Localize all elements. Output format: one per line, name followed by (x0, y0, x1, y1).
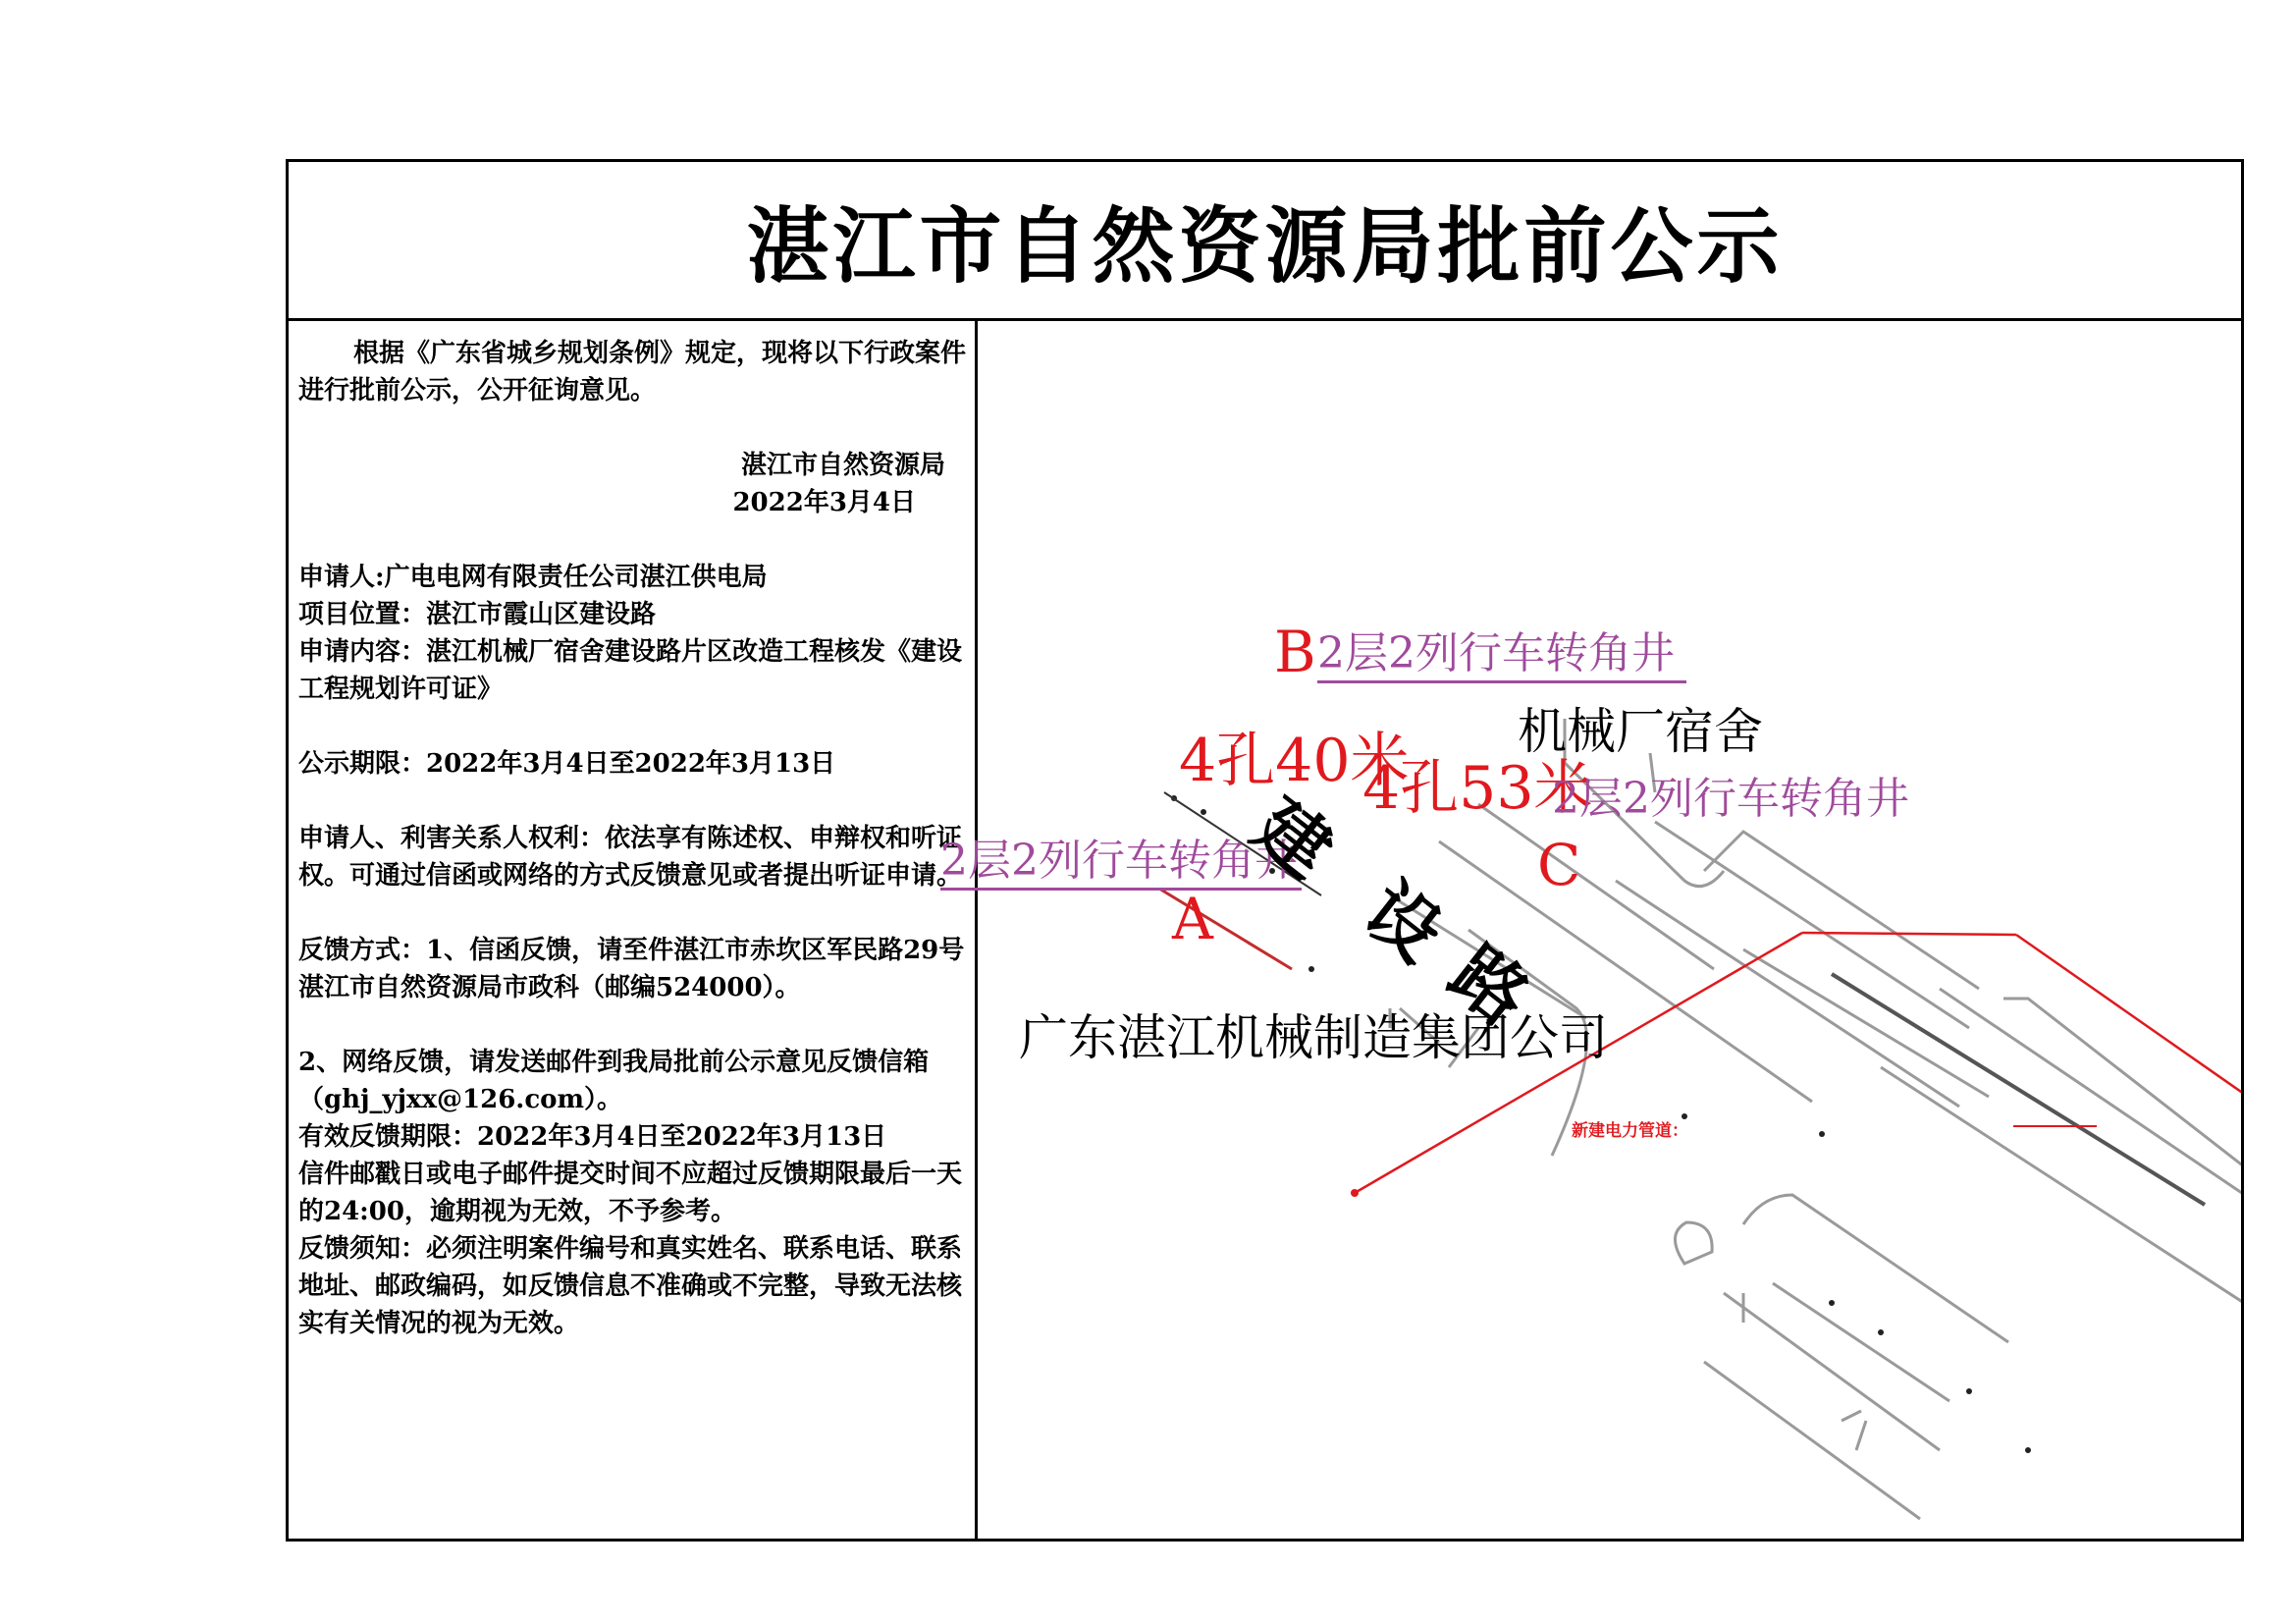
curb-line (1704, 1362, 1920, 1519)
notice-frame (286, 159, 2244, 1542)
feedback-deadline: 有效反馈期限：2022年3月4日至2022年3月13日 (298, 1122, 887, 1152)
project-location: 项目位置：湛江市霞山区建设路 (298, 600, 657, 629)
curb-line (1616, 881, 1959, 1107)
survey-point (1966, 1388, 1972, 1394)
dorm-area-label: 机械厂宿舍 (1518, 703, 1763, 760)
road-name-char-3: 路 (1434, 931, 1544, 1043)
stakeholder-rights: 申请人、利害关系人权利：依法享有陈述权、申辩权和听证权。可通过信函或网络的方式反馈意见或者提出听证申请。 (298, 824, 963, 891)
segment-ab-label: 4孔40米 (1179, 727, 1410, 795)
survey-point (1878, 1329, 1884, 1335)
road-name-char-2: 设 (1348, 867, 1458, 979)
pipe-segment-bc (2016, 935, 2241, 1114)
site-map (940, 321, 2241, 1542)
feedback-by-email: 2、网络反馈，请发送邮件到我局批前公示意见反馈信箱（ghj_yjxx@126.com）。 (298, 1048, 930, 1114)
point-b-label: B (1274, 619, 1316, 685)
site-map-drawing (978, 321, 2241, 1542)
survey-point (1829, 1300, 1835, 1306)
survey-point (2025, 1447, 2031, 1453)
curb-line (1881, 1067, 2241, 1303)
issuer: 湛江市自然资源局 (740, 451, 945, 480)
feedback-by-mail: 反馈方式：1、信函反馈，请至件湛江市赤坎区军民路29号湛江市自然资源局市政科（邮编524000）。 (298, 936, 965, 1002)
title-row (289, 162, 2241, 321)
curb-line (1655, 822, 1969, 1028)
pipe-segment-corner (1802, 933, 2016, 935)
point-a-label: A (1172, 886, 1213, 952)
well-label-b: 2层2列行车转角井 (1317, 618, 1686, 683)
point-a-marker (1351, 1189, 1359, 1197)
notice-period: 公示期限：2022年3月4日至2022年3月13日 (298, 749, 836, 779)
well-label-a: 2层2列行车转角井 (940, 825, 1302, 891)
notice-text-panel (289, 321, 978, 1542)
notice-intro: 根据《广东省城乡规划条例》规定，现将以下行政案件进行批前公示，公开征询意见。 (298, 339, 967, 406)
well-label-c: 2层2列行车转角井 (1552, 774, 1909, 824)
application-content: 申请内容：湛江机械厂宿舍建设路片区改造工程核发《建设工程规划许可证》 (298, 637, 963, 704)
legend-label: 新建电力管道： (1572, 1121, 1688, 1141)
road-lines (1390, 719, 2241, 1519)
survey-point (1308, 966, 1314, 972)
applicant: 申请人:广电电网有限责任公司湛江供电局 (298, 563, 768, 592)
road-name-char-1: 建 (1238, 784, 1348, 895)
feedback-notes: 反馈须知：必须注明案件编号和真实姓名、联系电话、联系地址、邮政编码，如反馈信息不准确或不完整，导致无法核实有关情况的视为无效。 (298, 1234, 963, 1338)
existing-cable (1832, 974, 2205, 1205)
curb-line (1743, 1195, 2008, 1342)
page-title: 湛江市自然资源局批前公示 (746, 198, 1784, 295)
point-c-label: C (1537, 832, 1581, 898)
roundabout-curb (1675, 1222, 1712, 1264)
curb-line (1773, 1283, 1949, 1401)
issue-date: 2022年3月4日 (732, 488, 916, 517)
survey-point (1201, 809, 1206, 815)
curb-line (1743, 1293, 1866, 1450)
survey-point (1819, 1131, 1825, 1137)
deadline-note: 信件邮戳日或电子邮件提交时间不应超过反馈期限最后一天的24:00，逾期视为无效，不予参考。 (298, 1160, 963, 1226)
segment-bc-label: 4孔53米 (1362, 754, 1593, 823)
company-area-label: 广东湛江机械制造集团公司 (1019, 1009, 1608, 1066)
